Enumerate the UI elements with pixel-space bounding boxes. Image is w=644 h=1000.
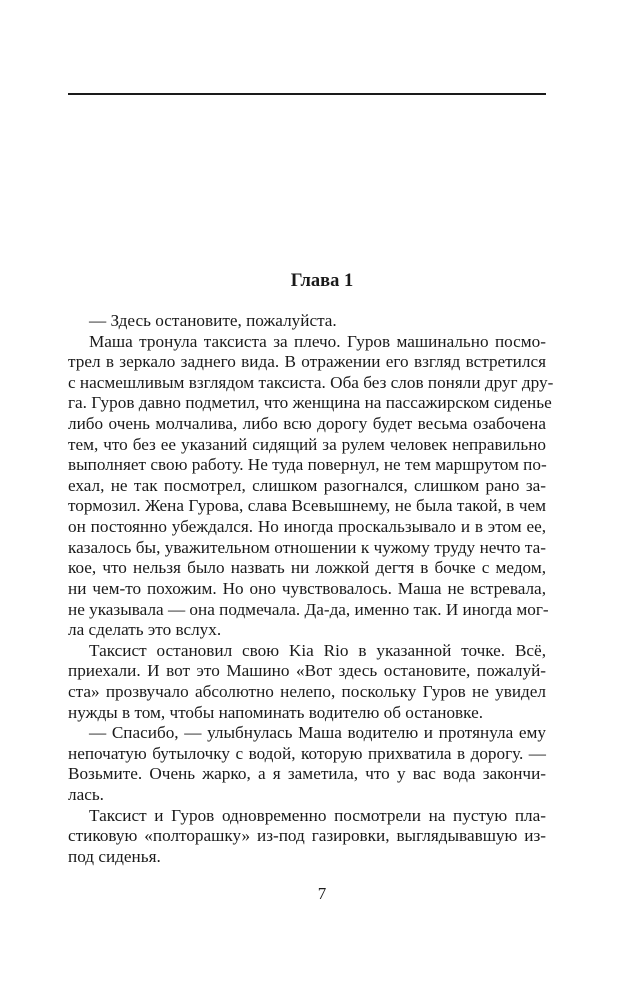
text-line: ста» прозвучало абсолютно нелепо, поскольку Гуров не увидел bbox=[68, 681, 546, 701]
text-line: Маша тронула таксиста за плечо. Гуров машинально посмо- bbox=[89, 331, 546, 351]
text-line: Таксист и Гуров одновременно посмотрели на пустую пла- bbox=[89, 805, 546, 825]
text-line: ехал, не так посмотрел, слишком разогнался, слишком рано за- bbox=[68, 475, 546, 495]
text-line: не указывала — она подмечала. Да-да, именно так. И иногда мог- bbox=[68, 599, 549, 619]
text-line: трел в зеркало заднего вида. В отражении его взгляд встретился bbox=[68, 352, 546, 372]
text-line: га. Гуров давно подметил, что женщина на пассажирском сиденье bbox=[68, 393, 552, 413]
text-line: под сиденья. bbox=[68, 846, 161, 866]
paragraph bbox=[68, 806, 546, 868]
text-line: Возьмите. Очень жарко, а я заметила, что у вас вода закончи- bbox=[68, 764, 546, 784]
body-text bbox=[68, 311, 554, 867]
paragraph bbox=[68, 331, 554, 641]
header-rule bbox=[68, 93, 546, 95]
paragraph bbox=[68, 311, 546, 332]
text-line: непочатую бутылочку с водой, которую прихватила в дорогу. — bbox=[68, 743, 546, 763]
text-line: ла сделать это вслух. bbox=[68, 620, 222, 640]
text-line: либо очень молчалива, либо всю дорогу будет весьма озабочена bbox=[68, 414, 546, 434]
text-line: казалось бы, уважительном отношении к чужому труду нечто та- bbox=[68, 537, 546, 557]
text-line: кое, что нельзя было назвать ни ложкой дегтя в бочке с медом, bbox=[68, 558, 546, 578]
text-line: приехали. И вот это Машино «Вот здесь остановите, пожалуй- bbox=[68, 661, 546, 681]
text-line: стиковую «полторашку» из-под газировки, выглядывавшую из- bbox=[68, 826, 546, 846]
text-line: лась. bbox=[68, 785, 104, 805]
text-line: с насмешливым взглядом таксиста. Оба без слов поняли друг дру- bbox=[68, 372, 554, 392]
text-line: — Спасибо, — улыбнулась Маша водителю и протянула ему bbox=[89, 723, 546, 743]
chapter-title: Глава 1 bbox=[290, 271, 354, 291]
text-line: тормозил. Жена Гурова, слава Всевышнему, не была такой, в чем bbox=[68, 496, 546, 516]
text-line: он постоянно убеждался. Но иногда проскальзывало и в этом ее, bbox=[68, 517, 546, 537]
paragraph bbox=[68, 723, 546, 805]
page-number: 7 bbox=[317, 884, 327, 903]
text-line: ни чем-то похожим. Но оно чувствовалось. Маша не встревала, bbox=[68, 578, 546, 598]
text-line: выполняет свою работу. Не туда повернул, не тем маршрутом по- bbox=[68, 455, 547, 475]
text-line: Таксист остановил свою Kia Rio в указанной точке. Всё, bbox=[89, 640, 546, 660]
text-line: — Здесь остановите, пожалуйста. bbox=[89, 311, 337, 330]
paragraph bbox=[68, 641, 546, 723]
text-line: нужды в том, чтобы напоминать водителю об остановке. bbox=[68, 702, 484, 722]
text-line: тем, что без ее указаний сидящий за рулем человек неправильно bbox=[68, 434, 546, 454]
